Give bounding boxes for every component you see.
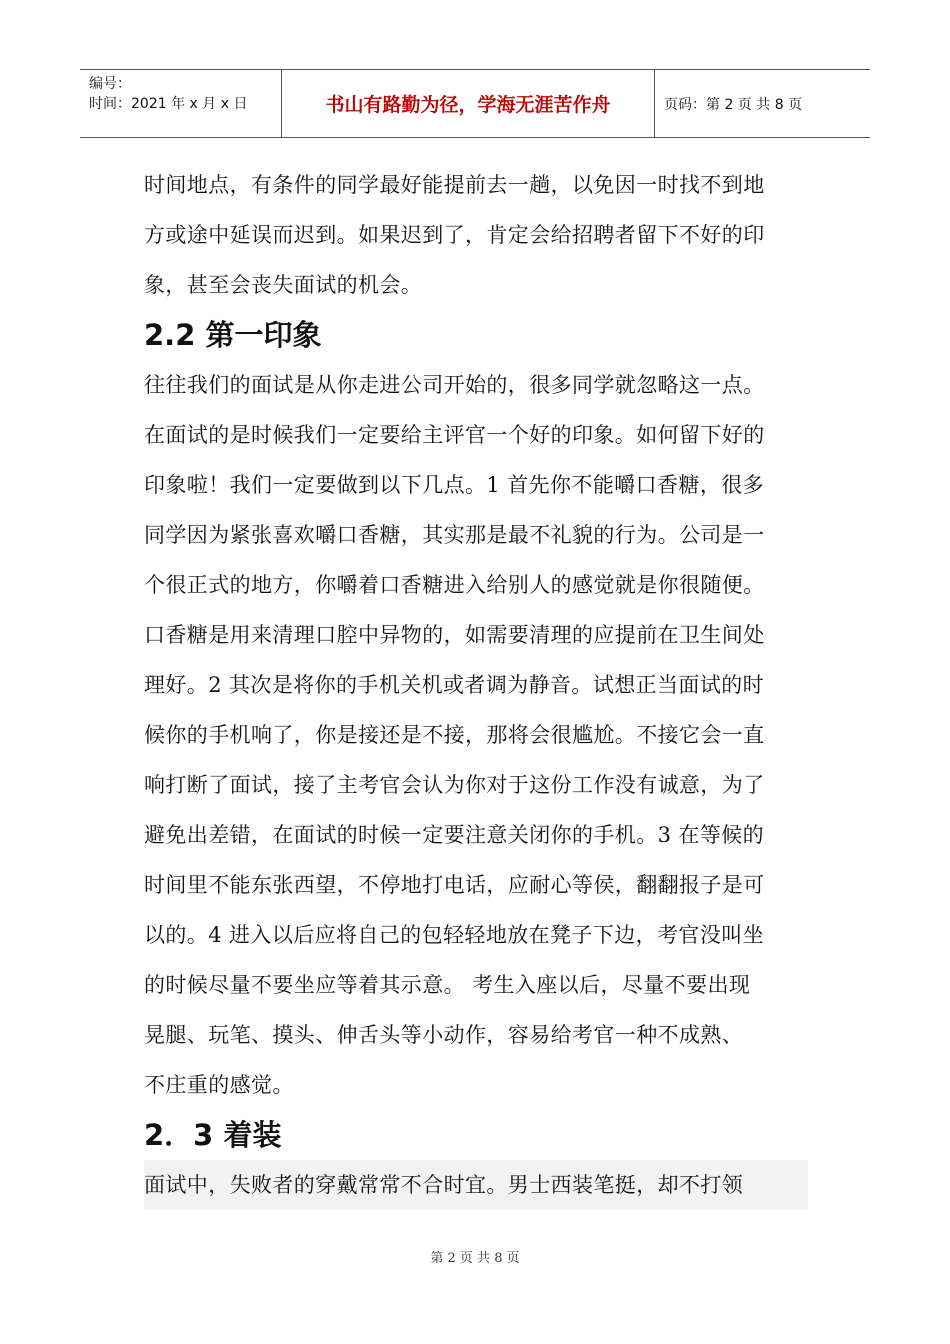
text-line: 时间里不能东张西望，不停地打电话，应耐心等侯，翻翻报子是可 [144, 873, 765, 897]
text-line: 在面试的是时候我们一定要给主评官一个好的印象。如何留下好的 [144, 423, 765, 447]
text-line: 同学因为紧张喜欢嚼口香糖，其实那是最不礼貌的行为。公司是一 [144, 523, 765, 547]
document-body [144, 160, 808, 1210]
text-line: 时间地点，有条件的同学最好能提前去一趟，以免因一时找不到地 [144, 173, 765, 197]
text-line: 往往我们的面试是从你走进公司开始的，很多同学就忽略这一点。 [144, 373, 765, 397]
text-line: 象，甚至会丧失面试的机会。 [144, 273, 423, 297]
page-footer: 第 2 页 共 8 页 [430, 1251, 520, 1266]
section-heading-2-3: 2．3 着装 [144, 1118, 282, 1152]
text-line: 方或途中延误而迟到。如果迟到了，肯定会给招聘者留下不好的印 [144, 223, 765, 247]
text-line: 响打断了面试，接了主考官会认为你对于这份工作没有诚意，为了 [144, 773, 765, 797]
text-line: 个很正式的地方，你嚼着口香糖进入给别人的感觉就是你很随便。 [144, 573, 765, 597]
text-line: 理好。2 其次是将你的手机关机或者调为静音。试想正当面试的时 [144, 673, 765, 697]
paragraph-1 [144, 160, 808, 310]
header-motto: 书山有路勤为径，学海无涯苦作舟 [282, 70, 655, 137]
text-line: 面试中，失败者的穿戴常常不合时宜。男士西装笔挺，却不打领 [144, 1160, 808, 1210]
section-heading-2-2: 2.2 第一印象 [144, 318, 322, 352]
text-line: 口香糖是用来清理口腔中异物的，如需要清理的应提前在卫生间处 [144, 623, 765, 647]
header-table [80, 69, 870, 138]
header-left-cell [80, 70, 282, 137]
text-line: 晃腿、玩笔、摸头、伸舌头等小动作，容易给考官一种不成熟、 [144, 1023, 744, 1047]
paragraph-2 [144, 360, 808, 1110]
text-line: 避免出差错，在面试的时候一定要注意关闭你的手机。3 在等候的 [144, 823, 765, 847]
text-line: 印象啦！我们一定要做到以下几点。1 首先你不能嚼口香糖，很多 [144, 473, 765, 497]
text-line: 候你的手机响了，你是接还是不接，那将会很尴尬。不接它会一直 [144, 723, 765, 747]
header-number-label: 编号： [89, 76, 131, 92]
header-page-info: 页码：第 2 页 共 8 页 [664, 96, 803, 113]
text-line: 的时候尽量不要坐应等着其示意。 考生入座以后，尽量不要出现 [144, 973, 751, 997]
header-time-label: 时间：2021 年 x 月 x 日 [89, 96, 248, 112]
text-line: 不庄重的感觉。 [144, 1073, 294, 1097]
paragraph-3 [144, 1160, 808, 1210]
text-line: 以的。4 进入以后应将自己的包轻轻地放在凳子下边，考官没叫坐 [144, 923, 765, 947]
